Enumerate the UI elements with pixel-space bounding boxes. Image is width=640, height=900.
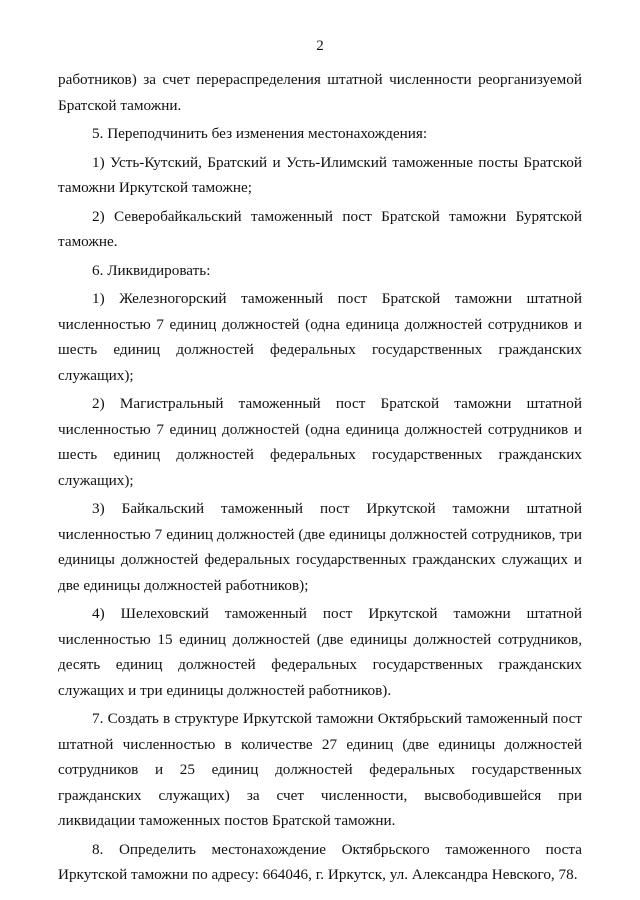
paragraph-item-7: 7. Создать в структуре Иркутской таможни Октябрьский таможенный пост штатной численностью в количестве 27 единиц (две единицы должностей сотрудников и 25 единиц должностей федеральных государственных гражданских служащих) за счет численности, высвободившейся при ликвидации таможенных постов Братской таможни. [58, 710, 582, 829]
paragraph-item-6-4: 4) Шелеховский таможенный пост Иркутской таможни штатной численностью 15 единиц должностей (две единицы должностей сотрудников, десять единиц должностей федеральных государственных гражданских служащих и три единицы должностей работников). [58, 605, 582, 699]
paragraph-item-5: 5. Переподчинить без изменения местонахождения: [92, 125, 428, 142]
paragraph-item-6-3: 3) Байкальский таможенный пост Иркутской таможни штатной численностью 7 единиц должностей (две единицы должностей сотрудников, три единицы должностей федеральных государственных гражданских служащих и две единицы должностей работников); [58, 500, 582, 594]
paragraph-item-6-2: 2) Магистральный таможенный пост Братской таможни штатной численностью 7 единиц должностей (одна единица должностей сотрудников и шесть единиц должностей федеральных государственных гражданских служащих); [58, 395, 582, 489]
document-body [58, 67, 582, 891]
page-number: 2 [316, 38, 324, 54]
paragraph-item-5-1: 1) Усть-Кутский, Братский и Усть-Илимский таможенные посты Братской таможни Иркутской таможне; [58, 153, 582, 196]
paragraph-item-8: 8. Определить местонахождение Октябрьского таможенного поста Иркутской таможни по адресу: 664046, г. Иркутск, ул. Александра Невского, 78. [58, 840, 582, 883]
paragraph-continuation: работников) за счет перераспределения штатной численности реорганизуемой Братской таможни. [58, 71, 582, 114]
paragraph-item-6-1: 1) Железногорский таможенный пост Братской таможни штатной численностью 7 единиц должностей (одна единица должностей сотрудников и шесть единиц должностей федеральных государственных гражданских служащих); [58, 290, 582, 384]
paragraph-item-6: 6. Ликвидировать: [92, 261, 211, 279]
paragraph-item-5-2: 2) Северобайкальский таможенный пост Братской таможни Бурятской таможне. [58, 207, 582, 250]
